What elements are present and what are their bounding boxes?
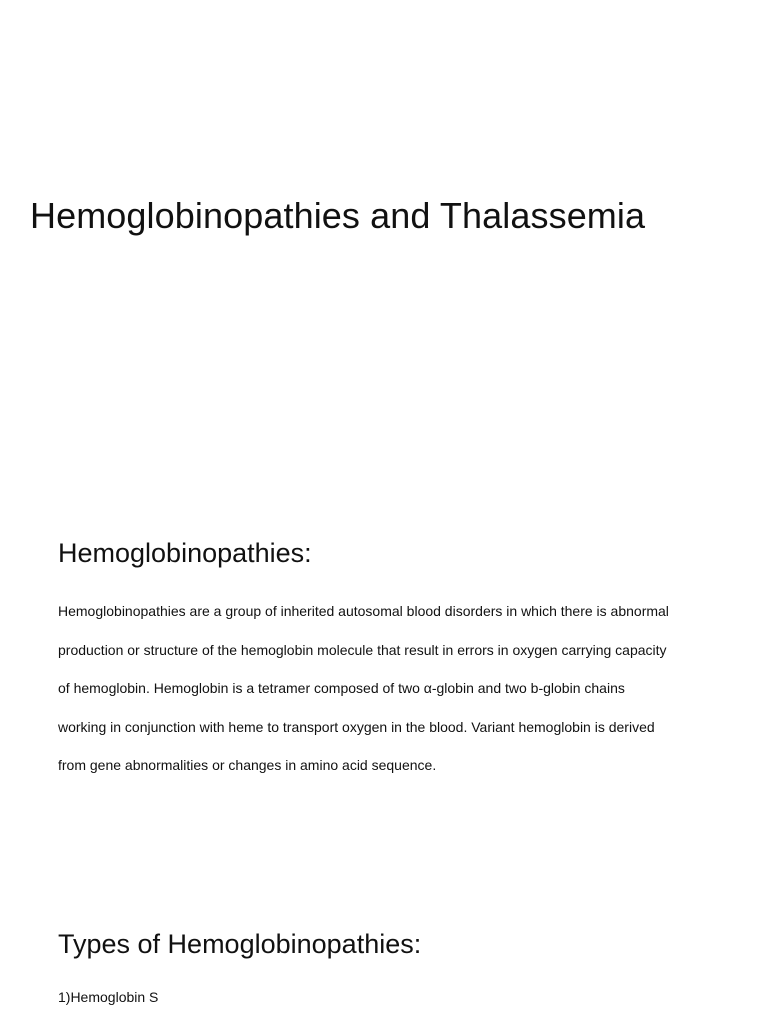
paragraph-line: working in conjunction with heme to transport oxygen in the blood. Variant hemoglobin is derived [58,718,655,735]
section-heading-hemoglobinopathies: Hemoglobinopathies: [58,538,312,568]
section-heading-types: Types of Hemoglobinopathies: [58,929,422,959]
document-title: Hemoglobinopathies and Thalassemia [30,195,646,236]
paragraph-line: from gene abnormalities or changes in amino acid sequence. [58,757,437,773]
paragraph-line: production or structure of the hemoglobin molecule that result in errors in oxygen carrying capacity [58,641,667,658]
list-item: 1)Hemoglobin S [58,989,159,1005]
hemoglobinopathies-paragraph [58,592,728,785]
paragraph-line: Hemoglobinopathies are a group of inherited autosomal blood disorders in which there is abnormal [58,603,669,619]
paragraph-line: of hemoglobin. Hemoglobin is a tetramer composed of two α-globin and two b-globin chains [58,680,625,696]
